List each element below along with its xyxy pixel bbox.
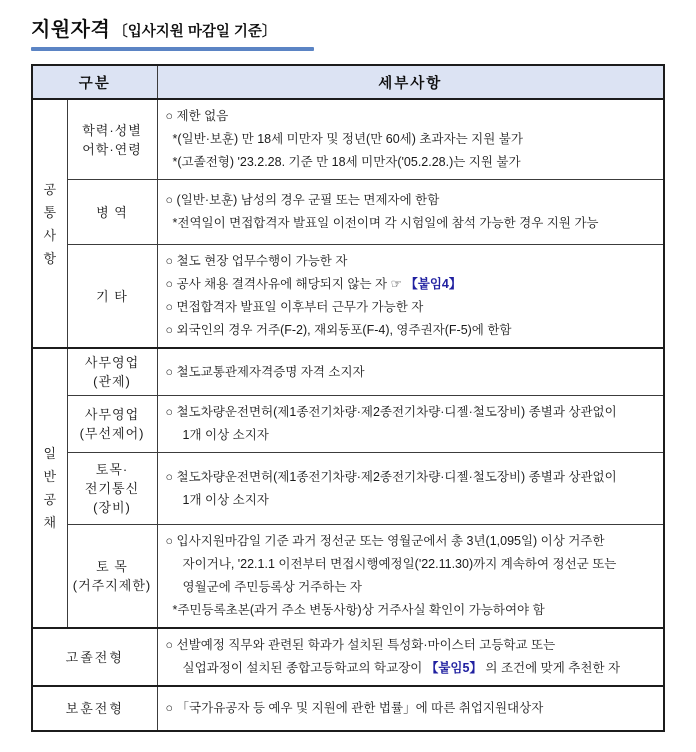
page-title-text: 지원자격	[31, 19, 111, 41]
row-details	[157, 180, 664, 245]
detail-text: 자이거나, '22.1.1 이전부터 면접시행예정일('22.11.30)까지 계속하여 정선군 또는	[182, 557, 617, 571]
detail-line	[166, 105, 658, 128]
row-details	[157, 453, 664, 525]
row-details	[157, 99, 664, 180]
row-label-line: (거주지제한)	[72, 578, 152, 593]
row-label-line: 기 타	[96, 288, 128, 304]
row-label	[32, 686, 157, 731]
row-label-line: (관제)	[93, 374, 131, 389]
row-label-line: 토 목	[96, 559, 128, 574]
detail-text: ○ 철도 현장 업무수행이 가능한 자	[165, 254, 348, 268]
title-underline	[31, 47, 314, 51]
row-details	[157, 348, 664, 396]
group-label: 일 반 공 채	[43, 446, 57, 530]
detail-line	[166, 634, 658, 657]
header-cell-category: 구분	[32, 65, 157, 99]
page-title	[31, 13, 314, 51]
attachment-ref: 【붙임4】	[405, 277, 462, 291]
detail-line	[166, 599, 658, 622]
detail-text: 1개 이상 소지자	[182, 492, 269, 507]
table-row	[32, 180, 664, 245]
attachment-ref: 【붙임5】	[425, 661, 482, 675]
detail-text: *주민등록초본(과거 주소 변동사항)상 거주사실 확인이 가능하여야 함	[172, 603, 545, 617]
detail-line	[166, 273, 658, 296]
row-label-line: 사무영업	[84, 355, 140, 370]
detail-line	[166, 189, 658, 212]
detail-line	[166, 576, 658, 599]
group-label: 공 통 사 항	[43, 181, 57, 266]
row-label-line: (무선제어)	[79, 426, 145, 441]
table-row	[32, 686, 664, 731]
row-label	[67, 525, 157, 629]
row-details	[157, 628, 664, 686]
detail-line	[166, 128, 658, 151]
row-label-line: 학력·성별	[82, 122, 142, 138]
detail-text: ○ 철도차량운전면허(제1종전기차량·제2종전기차량·디젤·철도장비) 종별과 상관없이	[165, 405, 617, 419]
header-cell-details: 세부사항	[157, 65, 664, 99]
row-label	[67, 180, 157, 245]
table-row	[32, 396, 664, 453]
table-row	[32, 99, 664, 180]
table-row	[32, 453, 664, 525]
detail-text: ○ 입사지원마감일 기준 과거 정선군 또는 영월군에서 총 3년(1,095일) 이상 거주한	[165, 534, 605, 548]
row-label-line: 사무영업	[84, 407, 140, 422]
detail-text: 1개 이상 소지자	[182, 428, 269, 442]
detail-line	[166, 151, 658, 174]
detail-line	[166, 361, 658, 384]
detail-text: *(일반·보훈) 만 18세 미만자 및 정년(만 60세) 초과자는 지원 불가	[172, 132, 523, 146]
detail-text: ○ 제한 없음	[165, 109, 229, 123]
detail-text: ○ 철도교통관제자격증명 자격 소지자	[165, 364, 365, 379]
table-row	[32, 348, 664, 396]
detail-line	[166, 212, 658, 235]
detail-line	[166, 319, 658, 342]
row-label	[67, 99, 157, 180]
page-title-suffix: 〔입사지원 마감일 기준〕	[113, 24, 277, 40]
row-label	[67, 245, 157, 349]
qualification-table-body	[32, 99, 664, 731]
detail-line	[166, 250, 658, 273]
table-header-row	[32, 65, 664, 99]
detail-text: ○ 외국인의 경우 거주(F-2), 재외동포(F-4), 영주권자(F-5)에 한함	[165, 323, 512, 337]
detail-text: 영월군에 주민등록상 거주하는 자	[182, 580, 362, 594]
detail-line	[166, 296, 658, 319]
row-label-line: 어학·연령	[82, 141, 142, 157]
detail-text: 의 조건에 맞게 추천한 자	[481, 661, 621, 675]
detail-text: *전역일이 면접합격자 발표일 이전이며 각 시험일에 참석 가능한 경우 지원 가능	[172, 216, 599, 230]
detail-text: ○ 공사 채용 결격사유에 해당되지 않는 자 ☞	[165, 277, 406, 291]
row-details	[157, 245, 664, 349]
detail-text: ○ (일반·보훈) 남성의 경우 군필 또는 면제자에 한함	[165, 193, 440, 207]
detail-line	[166, 424, 658, 447]
detail-line	[166, 657, 658, 680]
group-cell	[32, 99, 67, 348]
detail-line	[166, 553, 658, 576]
group-cell	[32, 348, 67, 628]
detail-text: ○ 선발예정 직무와 관련된 학과가 설치된 특성화·마이스터 고등학교 또는	[165, 638, 556, 652]
detail-text: 실업과정이 설치된 종합고등학교의 학교장이	[182, 661, 426, 675]
row-label	[67, 396, 157, 453]
row-label-line: 토목·	[95, 462, 129, 477]
table-row	[32, 628, 664, 686]
row-details	[157, 686, 664, 731]
detail-line	[166, 697, 658, 720]
detail-line	[166, 401, 658, 424]
row-label-line: 전기통신	[84, 481, 140, 496]
detail-text: ○ 면접합격자 발표일 이후부터 근무가 가능한 자	[165, 300, 424, 314]
row-label-line: 고졸전형	[65, 649, 124, 665]
table-row	[32, 245, 664, 349]
row-label-line: (장비)	[93, 500, 131, 515]
detail-text: ○ 「국가유공자 등 예우 및 지원에 관한 법률」에 따른 취업지원대상자	[165, 701, 544, 715]
row-label-line: 보훈전형	[65, 701, 124, 716]
detail-line	[166, 466, 658, 489]
row-details	[157, 525, 664, 629]
detail-text: ○ 철도차량운전면허(제1종전기차량·제2종전기차량·디젤·철도장비) 종별과 상관없이	[165, 469, 617, 484]
row-label-line: 병 역	[96, 204, 128, 220]
row-label	[67, 453, 157, 525]
row-details	[157, 396, 664, 453]
detail-text: *(고졸전형) '23.2.28. 기준 만 18세 미만자('05.2.28.)는 지원 불가	[172, 155, 521, 169]
row-label	[32, 628, 157, 686]
row-label	[67, 348, 157, 396]
table-row	[32, 525, 664, 629]
detail-line	[166, 489, 658, 512]
detail-line	[166, 530, 658, 553]
qualification-table	[31, 64, 665, 732]
